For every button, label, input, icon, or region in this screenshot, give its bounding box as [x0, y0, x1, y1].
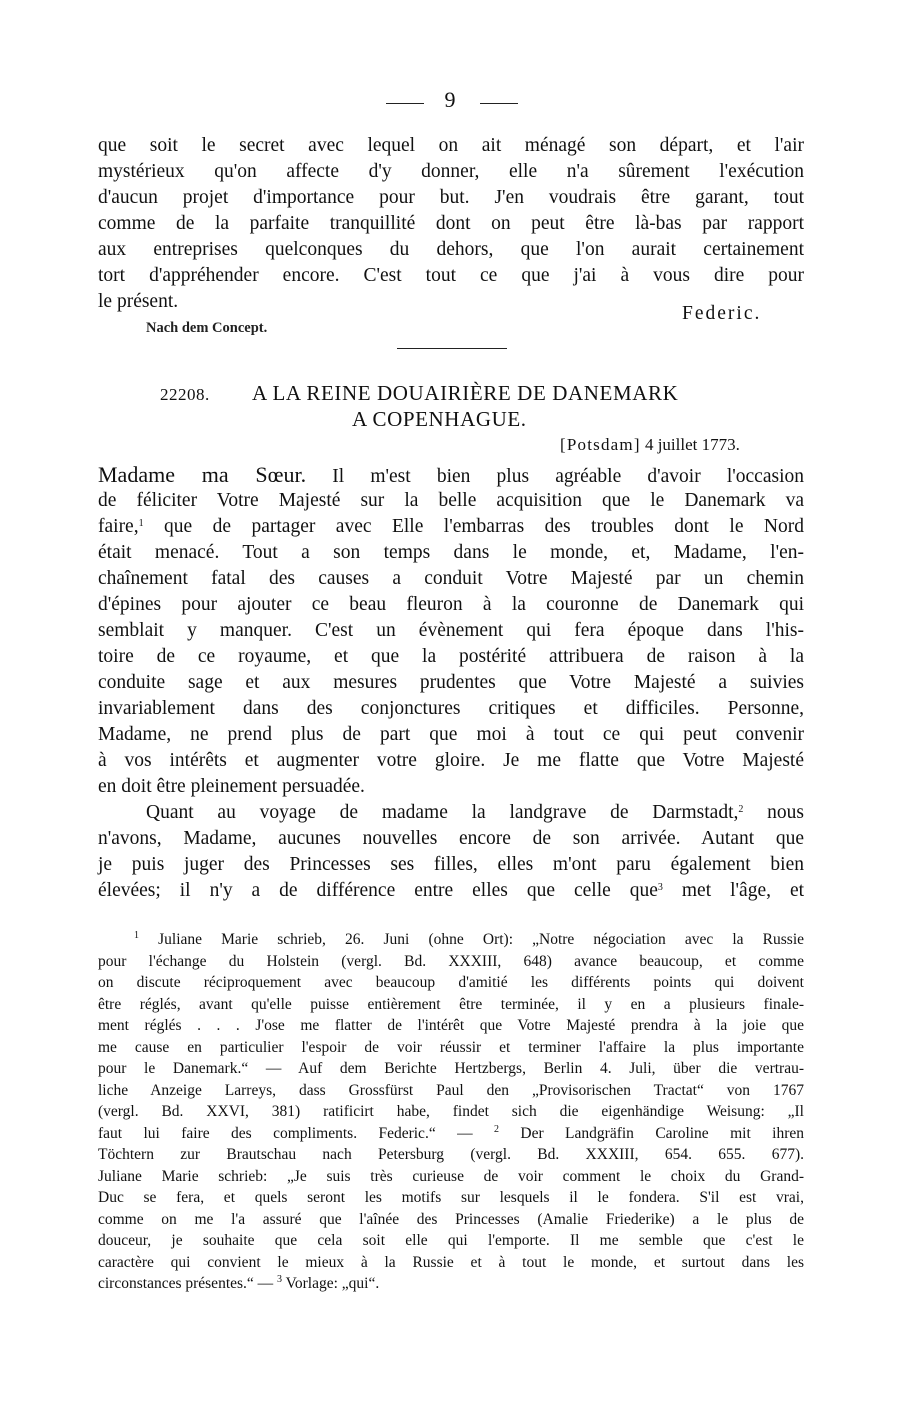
footnote-ref-2: 2: [738, 804, 744, 815]
letter-number: 22208.: [160, 385, 210, 404]
dateline: [560, 433, 740, 457]
text-line: je puis juger des Princesses ses filles, elles m'ont paru également bien: [98, 854, 804, 875]
header-rule-left: [386, 103, 424, 104]
footnote-line: comme on me l'a assuré que l'aînée des Princesses (Amalie Friederike) a le plus de: [98, 1210, 804, 1228]
header-rule-right: [480, 103, 518, 104]
place: [Potsdam]: [560, 435, 641, 454]
section-divider: [397, 348, 507, 349]
footnote-line: Duc se fera, et quels seront les motifs sur lesquels il le fondera. S'il est vrai,: [98, 1189, 804, 1206]
footnote-line: pour le Danemark.“ — Auf dem Berichte Hertzbergs, Berlin 4. Juli, über die vertrau-: [98, 1060, 804, 1077]
text-line: chaînement fatal des causes a conduit Votre Majesté par un chemin: [98, 568, 804, 589]
text-line: que soit le secret avec lequel on ait ménagé son départ, et l'air: [98, 135, 804, 156]
footnote-line: $^1$ Juliane Marie schrieb, 26. Juni (ohne Ort): „Notre négociation avec la Russie: [134, 930, 805, 948]
footnote-line: Juliane Marie schrieb: „Je suis très curieuse de voir comment le choix du Grand-: [98, 1167, 804, 1185]
signature: Federic.: [682, 303, 762, 324]
text-line: tort d'appréhender encore. C'est tout ce que j'ai à vous dire pour: [98, 265, 804, 286]
footnote-line: caractère qui convient le mieux à la Russie et à tout le monde, et surtout dans les: [98, 1253, 804, 1271]
text-line: comme de la parfaite tranquillité dont on peut être là-bas par rapport: [98, 213, 804, 234]
footnote-line: faut lui faire des compliments. Federic.“ — $^2$ Der Landgräfin Caroline mit ihren: [98, 1123, 805, 1142]
footnote-line: être réglés, avant qu'elle puisse entièrement être terminée, il y en a plusieurs finale-: [98, 995, 804, 1013]
salutation: Madame ma Sœur.: [98, 462, 307, 487]
text-line: semblait y manquer. C'est un évènement qui fera époque dans l'his-: [98, 620, 804, 641]
text-line: Madame ma Sœur. Il m'est bien plus agréable d'avoir l'occasion: [98, 462, 804, 487]
footnote-marker-1: 1: [134, 930, 139, 941]
footnote-ref-3: 3: [657, 882, 663, 893]
footnote-marker-3: 3: [277, 1274, 283, 1285]
text-line: à vos intérêts et augmenter votre gloire. Je me flatte que Votre Majesté: [98, 750, 804, 771]
footnote-line: douceur, je souhaite que cela soit elle qui l'emporte. Il me semble que c'est le: [98, 1232, 804, 1249]
text-line: élevées; il n'y a de différence entre elles que celle que$^3$ met l'âge, et: [98, 880, 805, 901]
text-line: n'avons, Madame, aucunes nouvelles encore de son arrivée. Autant que: [98, 828, 804, 849]
text-line: mystérieux qu'on affecte d'y donner, elle n'a sûrement l'exécution: [98, 161, 804, 182]
page-number: 9: [444, 87, 456, 112]
letter-heading-line1: A LA REINE DOUAIRIÈRE DE DANEMARK: [252, 381, 679, 405]
text-line: faire,$^1$ que de partager avec Elle l'embarras des troubles dont le Nord: [98, 516, 805, 537]
text-line: aux entreprises quelconques du dehors, que l'on aurait certainement: [98, 239, 804, 260]
footnote-line: me cause en particulier l'espoir de voir réussir et terminer l'affaire la plus importante: [98, 1038, 804, 1056]
source-note: Nach dem Concept.: [146, 320, 268, 336]
footnote-ref-1: 1: [138, 518, 144, 529]
text-line: de féliciter Votre Majesté sur la belle acquisition que le Danemark va: [98, 490, 804, 511]
text-line: d'épines pour ajouter ce beau fleuron à la couronne de Danemark qui: [98, 594, 804, 615]
text-line: d'aucun projet d'importance pour but. J'en voudrais être garant, tout: [98, 187, 804, 208]
footnote-line: ment réglés . . . J'ose me flatter de l'intérêt que Votre Majesté prendra à la joie que: [98, 1017, 804, 1034]
letter-heading-line2: A COPENHAGUE.: [352, 407, 527, 431]
footnote-line: on discute réciproquement avec beaucoup d'amitié les différents points qui doivent: [98, 974, 804, 991]
text-line: toire de ce royaume, et que la postérité attribuera de raison à la: [98, 646, 804, 667]
footnote-line: Töchtern zur Brautschau nach Petersburg (vergl. Bd. XXXIII, 654. 655. 677).: [98, 1146, 804, 1163]
text-line: était menacé. Tout a son temps dans le monde, et, Madame, l'en-: [98, 542, 804, 563]
footnote-line: circonstances présentes.“ — $^3$ Vorlage: „qui“.: [98, 1274, 380, 1292]
text-line: en doit être pleinement persuadée.: [98, 776, 365, 797]
footnote-line: (vergl. Bd. XXVI, 381) ratificirt habe, findet sich die eigenhändige Weisung: „Il: [98, 1103, 804, 1120]
text-line: Quant au voyage de madame la landgrave de Darmstadt,$^2$ nous: [146, 802, 804, 823]
text-line: conduite sage et aux mesures prudentes que Votre Majesté a suivies: [98, 672, 804, 693]
footnote-line: pour l'échange du Holstein (vergl. Bd. XXXIII, 648) avance beaucoup, et comme: [98, 952, 804, 970]
text-line: le présent.: [98, 291, 179, 312]
footnote-line: liche Anzeige Larreys, dass Grossfürst Paul den „Provisorischen Tractat“ von 1767: [98, 1081, 804, 1099]
text-line: invariablement dans des conjonctures critiques et difficiles. Personne,: [98, 698, 804, 719]
date: 4 juillet 1773.: [644, 435, 740, 454]
text-line: Madame, ne prend plus de part que moi à tout ce qui peut convenir: [98, 724, 804, 745]
footnote-marker-2: 2: [494, 1123, 500, 1135]
